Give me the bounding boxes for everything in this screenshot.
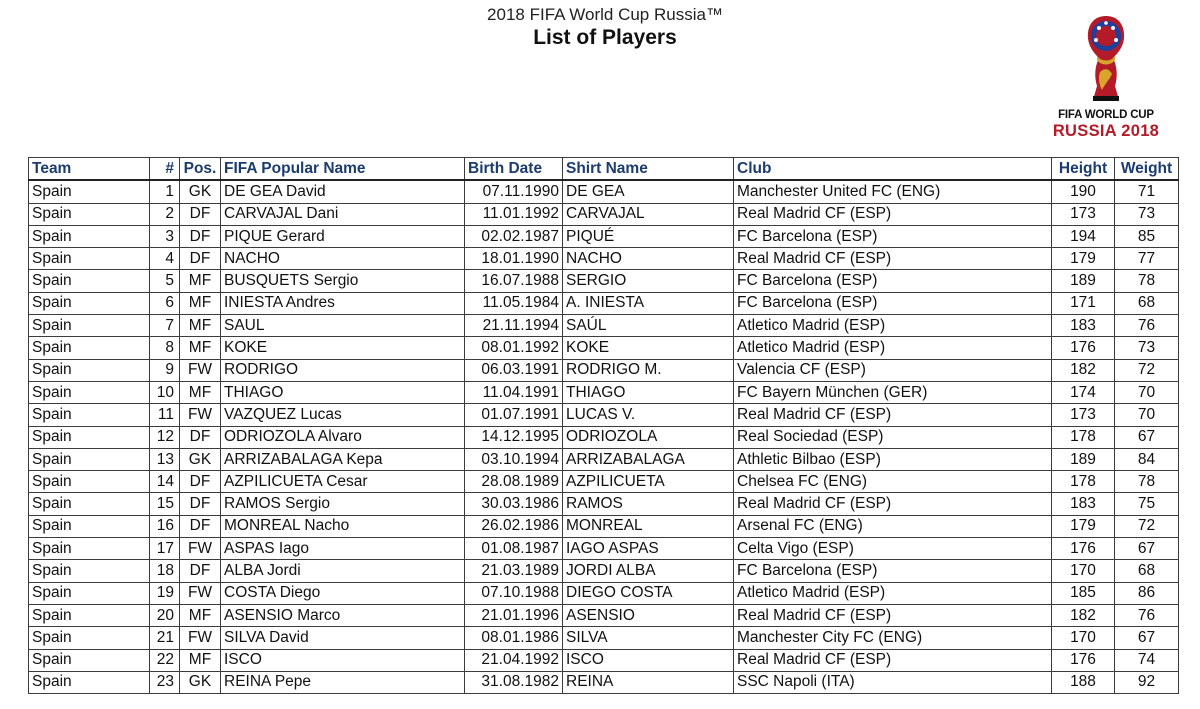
cell-team: Spain (29, 582, 150, 604)
cell-height: 188 (1052, 671, 1115, 693)
cell-club: Manchester City FC (ENG) (734, 627, 1052, 649)
cell-weight: 86 (1115, 582, 1179, 604)
cell-weight: 67 (1115, 627, 1179, 649)
cell-popular-name: ASENSIO Marco (221, 604, 465, 626)
cell-club: Real Madrid CF (ESP) (734, 649, 1052, 671)
cell-club: Arsenal FC (ENG) (734, 515, 1052, 537)
cell-team: Spain (29, 270, 150, 292)
column-header-team: Team (29, 158, 150, 181)
cell-position: MF (180, 270, 221, 292)
cell-height: 185 (1052, 582, 1115, 604)
cell-number: 4 (150, 248, 180, 270)
cell-shirt-name: ISCO (563, 649, 734, 671)
cell-club: Real Madrid CF (ESP) (734, 604, 1052, 626)
cell-team: Spain (29, 604, 150, 626)
cell-number: 21 (150, 627, 180, 649)
cell-height: 182 (1052, 359, 1115, 381)
table-row (29, 270, 1179, 292)
cell-number: 18 (150, 560, 180, 582)
cell-shirt-name: MONREAL (563, 515, 734, 537)
cell-birth-date: 21.03.1989 (465, 560, 563, 582)
tournament-name: 2018 FIFA World Cup Russia™ (487, 5, 723, 24)
cell-popular-name: ARRIZABALAGA Kepa (221, 448, 465, 470)
table-row (29, 404, 1179, 426)
cell-popular-name: RODRIGO (221, 359, 465, 381)
cell-birth-date: 11.04.1991 (465, 381, 563, 403)
cell-club: Real Madrid CF (ESP) (734, 493, 1052, 515)
column-header-height: Height (1052, 158, 1115, 181)
cell-shirt-name: RODRIGO M. (563, 359, 734, 381)
cell-position: MF (180, 315, 221, 337)
cell-club: Real Madrid CF (ESP) (734, 404, 1052, 426)
cell-height: 173 (1052, 404, 1115, 426)
cell-popular-name: CARVAJAL Dani (221, 203, 465, 225)
cell-weight: 72 (1115, 359, 1179, 381)
cell-weight: 70 (1115, 381, 1179, 403)
cell-shirt-name: IAGO ASPAS (563, 538, 734, 560)
cell-position: DF (180, 560, 221, 582)
cell-number: 1 (150, 180, 180, 203)
cell-weight: 73 (1115, 203, 1179, 225)
cell-birth-date: 07.10.1988 (465, 582, 563, 604)
cell-club: Athletic Bilbao (ESP) (734, 448, 1052, 470)
cell-height: 173 (1052, 203, 1115, 225)
cell-team: Spain (29, 471, 150, 493)
cell-popular-name: KOKE (221, 337, 465, 359)
cell-weight: 84 (1115, 448, 1179, 470)
cell-height: 174 (1052, 381, 1115, 403)
cell-position: MF (180, 292, 221, 314)
cell-weight: 78 (1115, 270, 1179, 292)
cell-height: 189 (1052, 270, 1115, 292)
cell-position: DF (180, 426, 221, 448)
table-row (29, 515, 1179, 537)
cell-birth-date: 28.08.1989 (465, 471, 563, 493)
cell-popular-name: COSTA Diego (221, 582, 465, 604)
cell-position: MF (180, 381, 221, 403)
cell-number: 20 (150, 604, 180, 626)
table-row (29, 649, 1179, 671)
cell-weight: 71 (1115, 180, 1179, 203)
cell-popular-name: NACHO (221, 248, 465, 270)
cell-club: Real Madrid CF (ESP) (734, 203, 1052, 225)
cell-height: 170 (1052, 627, 1115, 649)
cell-team: Spain (29, 671, 150, 693)
cell-club: Valencia CF (ESP) (734, 359, 1052, 381)
table-row (29, 426, 1179, 448)
cell-height: 171 (1052, 292, 1115, 314)
cell-popular-name: ALBA Jordi (221, 560, 465, 582)
cell-team: Spain (29, 426, 150, 448)
cell-team: Spain (29, 538, 150, 560)
page-title: List of Players (533, 26, 677, 49)
table-row (29, 604, 1179, 626)
cell-shirt-name: AZPILICUETA (563, 471, 734, 493)
column-header-club: Club (734, 158, 1052, 181)
cell-birth-date: 02.02.1987 (465, 225, 563, 247)
cell-popular-name: ISCO (221, 649, 465, 671)
document-header (0, 0, 1200, 150)
cell-height: 190 (1052, 180, 1115, 203)
cell-birth-date: 01.08.1987 (465, 538, 563, 560)
cell-birth-date: 21.04.1992 (465, 649, 563, 671)
cell-team: Spain (29, 337, 150, 359)
cell-number: 17 (150, 538, 180, 560)
cell-weight: 67 (1115, 426, 1179, 448)
cell-position: FW (180, 582, 221, 604)
cell-club: Real Madrid CF (ESP) (734, 248, 1052, 270)
cell-number: 13 (150, 448, 180, 470)
cell-birth-date: 06.03.1991 (465, 359, 563, 381)
cell-birth-date: 03.10.1994 (465, 448, 563, 470)
cell-shirt-name: THIAGO (563, 381, 734, 403)
cell-popular-name: VAZQUEZ Lucas (221, 404, 465, 426)
cell-shirt-name: SAÚL (563, 315, 734, 337)
cell-height: 170 (1052, 560, 1115, 582)
cell-club: FC Barcelona (ESP) (734, 560, 1052, 582)
table-body (29, 180, 1179, 693)
trophy-emblem-icon (1085, 14, 1127, 106)
logo-wordmark-top: FIFA WORLD CUP (1058, 109, 1154, 121)
cell-popular-name: SILVA David (221, 627, 465, 649)
column-header-position: Pos. (180, 158, 221, 181)
cell-club: Celta Vigo (ESP) (734, 538, 1052, 560)
cell-weight: 77 (1115, 248, 1179, 270)
cell-team: Spain (29, 315, 150, 337)
cell-number: 12 (150, 426, 180, 448)
cell-position: DF (180, 493, 221, 515)
cell-height: 179 (1052, 248, 1115, 270)
cell-height: 176 (1052, 649, 1115, 671)
cell-position: MF (180, 337, 221, 359)
cell-weight: 70 (1115, 404, 1179, 426)
table-row (29, 493, 1179, 515)
table-row (29, 315, 1179, 337)
cell-height: 182 (1052, 604, 1115, 626)
cell-birth-date: 11.01.1992 (465, 203, 563, 225)
cell-number: 2 (150, 203, 180, 225)
cell-birth-date: 14.12.1995 (465, 426, 563, 448)
table-row (29, 448, 1179, 470)
cell-club: FC Barcelona (ESP) (734, 292, 1052, 314)
cell-position: FW (180, 404, 221, 426)
cell-birth-date: 07.11.1990 (465, 180, 563, 203)
cell-popular-name: SAUL (221, 315, 465, 337)
cell-birth-date: 18.01.1990 (465, 248, 563, 270)
cell-number: 9 (150, 359, 180, 381)
cell-team: Spain (29, 560, 150, 582)
cell-shirt-name: REINA (563, 671, 734, 693)
cell-position: FW (180, 359, 221, 381)
cell-shirt-name: KOKE (563, 337, 734, 359)
cell-team: Spain (29, 203, 150, 225)
cell-team: Spain (29, 180, 150, 203)
cell-weight: 67 (1115, 538, 1179, 560)
cell-shirt-name: SERGIO (563, 270, 734, 292)
cell-position: MF (180, 604, 221, 626)
column-header-number: # (150, 158, 180, 181)
cell-shirt-name: ODRIOZOLA (563, 426, 734, 448)
cell-popular-name: AZPILICUETA Cesar (221, 471, 465, 493)
cell-birth-date: 11.05.1984 (465, 292, 563, 314)
cell-club: FC Barcelona (ESP) (734, 270, 1052, 292)
column-header-shirt-name: Shirt Name (563, 158, 734, 181)
table-row (29, 560, 1179, 582)
cell-club: Real Sociedad (ESP) (734, 426, 1052, 448)
column-header-weight: Weight (1115, 158, 1179, 181)
table-row (29, 292, 1179, 314)
cell-shirt-name: LUCAS V. (563, 404, 734, 426)
cell-position: GK (180, 448, 221, 470)
cell-position: DF (180, 515, 221, 537)
cell-team: Spain (29, 292, 150, 314)
table-row (29, 225, 1179, 247)
cell-number: 19 (150, 582, 180, 604)
cell-weight: 78 (1115, 471, 1179, 493)
cell-birth-date: 16.07.1988 (465, 270, 563, 292)
cell-position: DF (180, 203, 221, 225)
cell-number: 23 (150, 671, 180, 693)
cell-number: 22 (150, 649, 180, 671)
cell-shirt-name: PIQUÉ (563, 225, 734, 247)
cell-popular-name: INIESTA Andres (221, 292, 465, 314)
cell-height: 176 (1052, 538, 1115, 560)
cell-shirt-name: ASENSIO (563, 604, 734, 626)
cell-weight: 76 (1115, 315, 1179, 337)
table-row (29, 180, 1179, 203)
cell-popular-name: DE GEA David (221, 180, 465, 203)
cell-shirt-name: A. INIESTA (563, 292, 734, 314)
table-row (29, 471, 1179, 493)
cell-shirt-name: JORDI ALBA (563, 560, 734, 582)
cell-weight: 68 (1115, 560, 1179, 582)
table-row (29, 582, 1179, 604)
cell-popular-name: REINA Pepe (221, 671, 465, 693)
cell-height: 178 (1052, 426, 1115, 448)
table-row (29, 248, 1179, 270)
table-header-row (29, 158, 1179, 181)
cell-team: Spain (29, 515, 150, 537)
cell-team: Spain (29, 359, 150, 381)
table-row (29, 627, 1179, 649)
cell-position: GK (180, 180, 221, 203)
cell-popular-name: RAMOS Sergio (221, 493, 465, 515)
cell-number: 16 (150, 515, 180, 537)
world-cup-logo (1040, 14, 1172, 144)
table-row (29, 337, 1179, 359)
cell-club: Manchester United FC (ENG) (734, 180, 1052, 203)
cell-birth-date: 26.02.1986 (465, 515, 563, 537)
cell-team: Spain (29, 404, 150, 426)
cell-number: 6 (150, 292, 180, 314)
cell-club: Atletico Madrid (ESP) (734, 315, 1052, 337)
cell-shirt-name: RAMOS (563, 493, 734, 515)
cell-number: 3 (150, 225, 180, 247)
column-header-birth-date: Birth Date (465, 158, 563, 181)
cell-club: SSC Napoli (ITA) (734, 671, 1052, 693)
cell-shirt-name: SILVA (563, 627, 734, 649)
cell-number: 14 (150, 471, 180, 493)
cell-weight: 92 (1115, 671, 1179, 693)
cell-number: 8 (150, 337, 180, 359)
cell-birth-date: 30.03.1986 (465, 493, 563, 515)
cell-birth-date: 08.01.1992 (465, 337, 563, 359)
cell-birth-date: 21.11.1994 (465, 315, 563, 337)
cell-shirt-name: CARVAJAL (563, 203, 734, 225)
cell-team: Spain (29, 493, 150, 515)
cell-position: FW (180, 538, 221, 560)
cell-height: 189 (1052, 448, 1115, 470)
cell-shirt-name: DE GEA (563, 180, 734, 203)
cell-number: 5 (150, 270, 180, 292)
cell-popular-name: ASPAS Iago (221, 538, 465, 560)
cell-team: Spain (29, 381, 150, 403)
cell-position: MF (180, 649, 221, 671)
cell-weight: 85 (1115, 225, 1179, 247)
cell-height: 183 (1052, 315, 1115, 337)
cell-popular-name: BUSQUETS Sergio (221, 270, 465, 292)
cell-position: DF (180, 248, 221, 270)
cell-popular-name: PIQUE Gerard (221, 225, 465, 247)
cell-team: Spain (29, 248, 150, 270)
cell-height: 178 (1052, 471, 1115, 493)
cell-club: FC Bayern München (GER) (734, 381, 1052, 403)
table-row (29, 538, 1179, 560)
cell-number: 11 (150, 404, 180, 426)
cell-weight: 73 (1115, 337, 1179, 359)
cell-birth-date: 21.01.1996 (465, 604, 563, 626)
cell-weight: 72 (1115, 515, 1179, 537)
cell-popular-name: ODRIOZOLA Alvaro (221, 426, 465, 448)
cell-team: Spain (29, 448, 150, 470)
table-row (29, 671, 1179, 693)
cell-height: 183 (1052, 493, 1115, 515)
player-list-table (28, 157, 1179, 694)
cell-number: 10 (150, 381, 180, 403)
cell-position: DF (180, 225, 221, 247)
table-row (29, 381, 1179, 403)
cell-shirt-name: DIEGO COSTA (563, 582, 734, 604)
cell-club: Atletico Madrid (ESP) (734, 337, 1052, 359)
cell-popular-name: THIAGO (221, 381, 465, 403)
cell-birth-date: 31.08.1982 (465, 671, 563, 693)
cell-weight: 68 (1115, 292, 1179, 314)
cell-weight: 74 (1115, 649, 1179, 671)
cell-number: 7 (150, 315, 180, 337)
column-header-popular-name: FIFA Popular Name (221, 158, 465, 181)
cell-height: 194 (1052, 225, 1115, 247)
logo-wordmark-bottom: RUSSIA 2018 (1052, 122, 1160, 140)
cell-popular-name: MONREAL Nacho (221, 515, 465, 537)
cell-position: DF (180, 471, 221, 493)
cell-position: FW (180, 627, 221, 649)
cell-club: Atletico Madrid (ESP) (734, 582, 1052, 604)
cell-shirt-name: ARRIZABALAGA (563, 448, 734, 470)
table-row (29, 359, 1179, 381)
cell-height: 179 (1052, 515, 1115, 537)
cell-birth-date: 08.01.1986 (465, 627, 563, 649)
cell-number: 15 (150, 493, 180, 515)
cell-team: Spain (29, 649, 150, 671)
table-row (29, 203, 1179, 225)
cell-team: Spain (29, 225, 150, 247)
cell-weight: 76 (1115, 604, 1179, 626)
cell-team: Spain (29, 627, 150, 649)
cell-birth-date: 01.07.1991 (465, 404, 563, 426)
cell-shirt-name: NACHO (563, 248, 734, 270)
cell-height: 176 (1052, 337, 1115, 359)
cell-club: FC Barcelona (ESP) (734, 225, 1052, 247)
cell-position: GK (180, 671, 221, 693)
cell-club: Chelsea FC (ENG) (734, 471, 1052, 493)
cell-weight: 75 (1115, 493, 1179, 515)
